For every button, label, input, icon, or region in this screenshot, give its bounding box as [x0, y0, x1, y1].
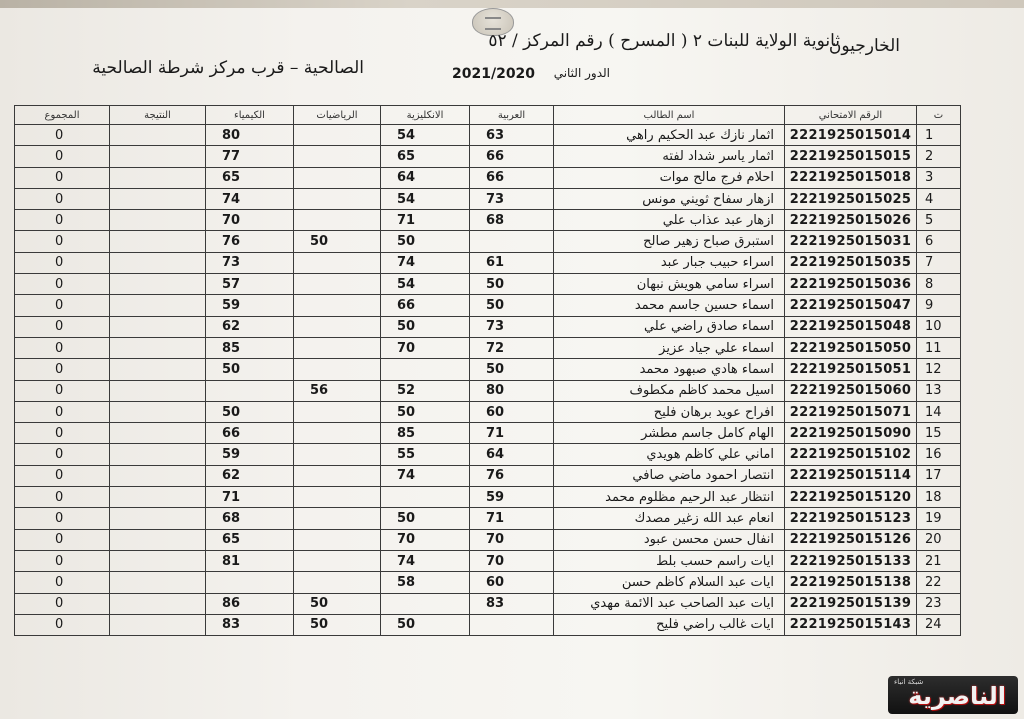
cell-student-name: انعام عبد الله زغير مصدك [554, 508, 785, 529]
cell-exam-number: 2221925015090 [785, 423, 917, 444]
cell-index: 13 [917, 380, 961, 401]
cell-result [110, 337, 206, 358]
cell-exam-number: 2221925015060 [785, 380, 917, 401]
cell-math [294, 508, 381, 529]
cell-index: 11 [917, 337, 961, 358]
cell-arabic: 64 [470, 444, 554, 465]
cell-index: 5 [917, 210, 961, 231]
cell-arabic: 72 [470, 337, 554, 358]
cell-chemistry: 50 [206, 359, 294, 380]
cell-result [110, 550, 206, 571]
cell-index: 6 [917, 231, 961, 252]
cell-exam-number: 2221925015031 [785, 231, 917, 252]
cell-english: 71 [381, 210, 470, 231]
table-row [15, 316, 961, 337]
cell-total: 0 [15, 146, 110, 167]
cell-exam-number: 2221925015014 [785, 125, 917, 146]
cell-total: 0 [15, 295, 110, 316]
cell-arabic [470, 614, 554, 635]
cell-chemistry: 73 [206, 252, 294, 273]
cell-math: 50 [294, 231, 381, 252]
cell-arabic: 70 [470, 550, 554, 571]
cell-exam-number: 2221925015048 [785, 316, 917, 337]
cell-english: 50 [381, 614, 470, 635]
cell-result [110, 593, 206, 614]
cell-chemistry: 71 [206, 487, 294, 508]
table-row [15, 252, 961, 273]
cell-math [294, 487, 381, 508]
cell-arabic: 73 [470, 316, 554, 337]
cell-chemistry [206, 572, 294, 593]
cell-index: 12 [917, 359, 961, 380]
cell-math [294, 295, 381, 316]
cell-total: 0 [15, 210, 110, 231]
cell-math [294, 188, 381, 209]
cell-student-name: استبرق صباح زهير صالح [554, 231, 785, 252]
cell-chemistry: 77 [206, 146, 294, 167]
cell-math [294, 337, 381, 358]
cell-result [110, 572, 206, 593]
table-row [15, 210, 961, 231]
watermark-small-text: شبكة انباء [894, 678, 924, 686]
table-row [15, 550, 961, 571]
cell-chemistry: 59 [206, 295, 294, 316]
cell-total: 0 [15, 231, 110, 252]
cell-student-name: افراح عويد برهان فليح [554, 401, 785, 422]
cell-math [294, 167, 381, 188]
cell-total: 0 [15, 252, 110, 273]
cell-exam-number: 2221925015025 [785, 188, 917, 209]
cell-chemistry: 76 [206, 231, 294, 252]
cell-arabic: 50 [470, 274, 554, 295]
table-row [15, 146, 961, 167]
cell-english [381, 593, 470, 614]
page-top-edge [0, 0, 1024, 8]
table-row [15, 188, 961, 209]
watermark-logo [888, 676, 1018, 714]
cell-english: 50 [381, 401, 470, 422]
cell-arabic: 68 [470, 210, 554, 231]
cell-student-name: اسيل محمد كاظم مكطوف [554, 380, 785, 401]
school-location: الصالحية – قرب مركز شرطة الصالحية [92, 58, 364, 78]
cell-total: 0 [15, 380, 110, 401]
cell-index: 24 [917, 614, 961, 635]
table-row [15, 529, 961, 550]
table-row [15, 572, 961, 593]
academic-year: 2021/2020 [452, 66, 536, 82]
cell-total: 0 [15, 188, 110, 209]
cell-math [294, 423, 381, 444]
cell-result [110, 465, 206, 486]
cell-arabic: 71 [470, 508, 554, 529]
cell-student-name: اثمار ياسر شداد لفته [554, 146, 785, 167]
table-row [15, 295, 961, 316]
cell-math: 50 [294, 614, 381, 635]
cell-exam-number: 2221925015047 [785, 295, 917, 316]
table-row [15, 274, 961, 295]
col-total-header: المجموع [15, 106, 110, 125]
cell-arabic: 60 [470, 401, 554, 422]
cell-exam-number: 2221925015071 [785, 401, 917, 422]
exam-type-label: الخارجيون [828, 36, 900, 56]
cell-math [294, 252, 381, 273]
cell-exam-number: 2221925015143 [785, 614, 917, 635]
cell-total: 0 [15, 316, 110, 337]
cell-index: 15 [917, 423, 961, 444]
cell-total: 0 [15, 487, 110, 508]
cell-chemistry: 62 [206, 465, 294, 486]
cell-result [110, 614, 206, 635]
table-row [15, 423, 961, 444]
table-row [15, 337, 961, 358]
cell-index: 19 [917, 508, 961, 529]
cell-english: 74 [381, 550, 470, 571]
cell-exam-number: 2221925015102 [785, 444, 917, 465]
table-row [15, 231, 961, 252]
cell-exam-number: 2221925015138 [785, 572, 917, 593]
cell-student-name: احلام فرج مالح موات [554, 167, 785, 188]
cell-english: 66 [381, 295, 470, 316]
cell-math [294, 529, 381, 550]
cell-result [110, 188, 206, 209]
cell-english: 54 [381, 188, 470, 209]
cell-english: 58 [381, 572, 470, 593]
cell-student-name: ايات راسم حسب بلط [554, 550, 785, 571]
cell-index: 18 [917, 487, 961, 508]
cell-index: 20 [917, 529, 961, 550]
table-row [15, 614, 961, 635]
cell-math [294, 401, 381, 422]
cell-student-name: اسماء حسين جاسم محمد [554, 295, 785, 316]
cell-index: 7 [917, 252, 961, 273]
cell-arabic: 83 [470, 593, 554, 614]
cell-chemistry: 80 [206, 125, 294, 146]
cell-index: 3 [917, 167, 961, 188]
cell-chemistry: 74 [206, 188, 294, 209]
cell-english: 50 [381, 231, 470, 252]
col-arabic-header: العربية [470, 106, 554, 125]
cell-student-name: الهام كامل جاسم مطشر [554, 423, 785, 444]
cell-math [294, 444, 381, 465]
exam-round-label: الدور الثاني [553, 66, 610, 80]
cell-exam-number: 2221925015120 [785, 487, 917, 508]
cell-result [110, 487, 206, 508]
cell-exam-number: 2221925015026 [785, 210, 917, 231]
table-row [15, 380, 961, 401]
cell-english: 85 [381, 423, 470, 444]
cell-index: 14 [917, 401, 961, 422]
table-row [15, 125, 961, 146]
cell-english: 70 [381, 337, 470, 358]
cell-chemistry: 81 [206, 550, 294, 571]
cell-chemistry: 66 [206, 423, 294, 444]
cell-student-name: ايات عبد السلام كاظم حسن [554, 572, 785, 593]
cell-chemistry: 62 [206, 316, 294, 337]
cell-arabic: 50 [470, 359, 554, 380]
cell-arabic: 61 [470, 252, 554, 273]
cell-arabic: 50 [470, 295, 554, 316]
cell-english: 70 [381, 529, 470, 550]
table-header-row [15, 106, 961, 125]
cell-index: 4 [917, 188, 961, 209]
cell-math [294, 465, 381, 486]
cell-result [110, 359, 206, 380]
cell-chemistry: 68 [206, 508, 294, 529]
cell-arabic: 63 [470, 125, 554, 146]
cell-index: 16 [917, 444, 961, 465]
cell-exam-number: 2221925015139 [785, 593, 917, 614]
cell-index: 21 [917, 550, 961, 571]
cell-english: 50 [381, 508, 470, 529]
cell-chemistry: 83 [206, 614, 294, 635]
cell-english [381, 359, 470, 380]
cell-result [110, 444, 206, 465]
cell-chemistry: 59 [206, 444, 294, 465]
cell-chemistry: 85 [206, 337, 294, 358]
cell-arabic: 66 [470, 167, 554, 188]
table-row [15, 508, 961, 529]
cell-index: 8 [917, 274, 961, 295]
cell-total: 0 [15, 465, 110, 486]
cell-student-name: اسماء هادي صبهود محمد [554, 359, 785, 380]
cell-result [110, 401, 206, 422]
table-row [15, 401, 961, 422]
cell-exam-number: 2221925015126 [785, 529, 917, 550]
table-row [15, 167, 961, 188]
cell-chemistry: 50 [206, 401, 294, 422]
table-row [15, 465, 961, 486]
cell-result [110, 125, 206, 146]
cell-total: 0 [15, 359, 110, 380]
cell-exam-number: 2221925015035 [785, 252, 917, 273]
cell-total: 0 [15, 529, 110, 550]
cell-total: 0 [15, 423, 110, 444]
cell-math [294, 274, 381, 295]
cell-total: 0 [15, 444, 110, 465]
cell-result [110, 231, 206, 252]
cell-arabic: 76 [470, 465, 554, 486]
cell-result [110, 146, 206, 167]
cell-english: 55 [381, 444, 470, 465]
cell-chemistry: 70 [206, 210, 294, 231]
cell-student-name: ايات غالب راضي فليح [554, 614, 785, 635]
cell-exam-number: 2221925015051 [785, 359, 917, 380]
cell-student-name: ازهار عبد عذاب علي [554, 210, 785, 231]
cell-exam-number: 2221925015015 [785, 146, 917, 167]
cell-result [110, 252, 206, 273]
cell-english: 65 [381, 146, 470, 167]
cell-index: 10 [917, 316, 961, 337]
cell-index: 17 [917, 465, 961, 486]
cell-result [110, 380, 206, 401]
cell-math [294, 210, 381, 231]
cell-exam-number: 2221925015133 [785, 550, 917, 571]
cell-result [110, 295, 206, 316]
col-result-header: النتيجة [110, 106, 206, 125]
cell-chemistry: 65 [206, 529, 294, 550]
cell-arabic: 71 [470, 423, 554, 444]
cell-student-name: ايات عبد الصاحب عبد الائمة مهدي [554, 593, 785, 614]
cell-total: 0 [15, 593, 110, 614]
cell-arabic: 66 [470, 146, 554, 167]
cell-math [294, 146, 381, 167]
col-chemistry-header: الكيمياء [206, 106, 294, 125]
cell-student-name: انتظار عبد الرحيم مظلوم محمد [554, 487, 785, 508]
cell-chemistry [206, 380, 294, 401]
cell-total: 0 [15, 550, 110, 571]
cell-chemistry: 86 [206, 593, 294, 614]
cell-arabic: 70 [470, 529, 554, 550]
table-row [15, 444, 961, 465]
cell-english [381, 487, 470, 508]
cell-result [110, 529, 206, 550]
cell-arabic: 59 [470, 487, 554, 508]
cell-student-name: اماني علي كاظم هويدي [554, 444, 785, 465]
cell-english: 50 [381, 316, 470, 337]
cell-exam-number: 2221925015036 [785, 274, 917, 295]
cell-english: 52 [381, 380, 470, 401]
cell-math: 56 [294, 380, 381, 401]
cell-result [110, 316, 206, 337]
cell-exam-number: 2221925015123 [785, 508, 917, 529]
cell-total: 0 [15, 401, 110, 422]
cell-index: 1 [917, 125, 961, 146]
cell-chemistry: 65 [206, 167, 294, 188]
cell-result [110, 508, 206, 529]
cell-student-name: اسراء حبيب جبار عبد [554, 252, 785, 273]
cell-student-name: اسراء سامي هويش نبهان [554, 274, 785, 295]
cell-result [110, 167, 206, 188]
col-name-header: اسم الطالب [554, 106, 785, 125]
cell-math: 50 [294, 593, 381, 614]
cell-total: 0 [15, 572, 110, 593]
table-row [15, 359, 961, 380]
cell-english: 74 [381, 465, 470, 486]
cell-result [110, 274, 206, 295]
cell-student-name: اسماء صادق راضي علي [554, 316, 785, 337]
cell-english: 64 [381, 167, 470, 188]
cell-english: 74 [381, 252, 470, 273]
cell-index: 9 [917, 295, 961, 316]
table-row [15, 593, 961, 614]
cell-arabic: 80 [470, 380, 554, 401]
cell-total: 0 [15, 508, 110, 529]
cell-english: 54 [381, 274, 470, 295]
cell-math [294, 125, 381, 146]
cell-exam-number: 2221925015050 [785, 337, 917, 358]
cell-chemistry: 57 [206, 274, 294, 295]
cell-index: 22 [917, 572, 961, 593]
table-row [15, 487, 961, 508]
col-index-header: ت [917, 106, 961, 125]
cell-student-name: ازهار سفاح ثويني مونس [554, 188, 785, 209]
cell-total: 0 [15, 614, 110, 635]
col-math-header: الرياضيات [294, 106, 381, 125]
col-english-header: الانكليزية [381, 106, 470, 125]
table-body [15, 125, 961, 636]
watermark-brand-text: الناصرية [908, 682, 1006, 710]
cell-student-name: اسماء علي جياد عزيز [554, 337, 785, 358]
cell-total: 0 [15, 274, 110, 295]
cell-student-name: اثمار نازك عبد الحكيم راهي [554, 125, 785, 146]
cell-total: 0 [15, 167, 110, 188]
cell-result [110, 423, 206, 444]
results-table [14, 105, 961, 636]
cell-result [110, 210, 206, 231]
cell-math [294, 572, 381, 593]
cell-total: 0 [15, 125, 110, 146]
cell-arabic: 73 [470, 188, 554, 209]
cell-math [294, 550, 381, 571]
cell-total: 0 [15, 337, 110, 358]
cell-arabic [470, 231, 554, 252]
cell-math [294, 359, 381, 380]
cell-exam-number: 2221925015114 [785, 465, 917, 486]
cell-student-name: انفال حسن محسن عبود [554, 529, 785, 550]
col-exam-number-header: الرقم الامتحاني [785, 106, 917, 125]
cell-student-name: انتصار احمود ماضي صافي [554, 465, 785, 486]
cell-exam-number: 2221925015018 [785, 167, 917, 188]
cell-index: 2 [917, 146, 961, 167]
cell-arabic: 60 [470, 572, 554, 593]
cell-math [294, 316, 381, 337]
cell-english: 54 [381, 125, 470, 146]
cell-index: 23 [917, 593, 961, 614]
